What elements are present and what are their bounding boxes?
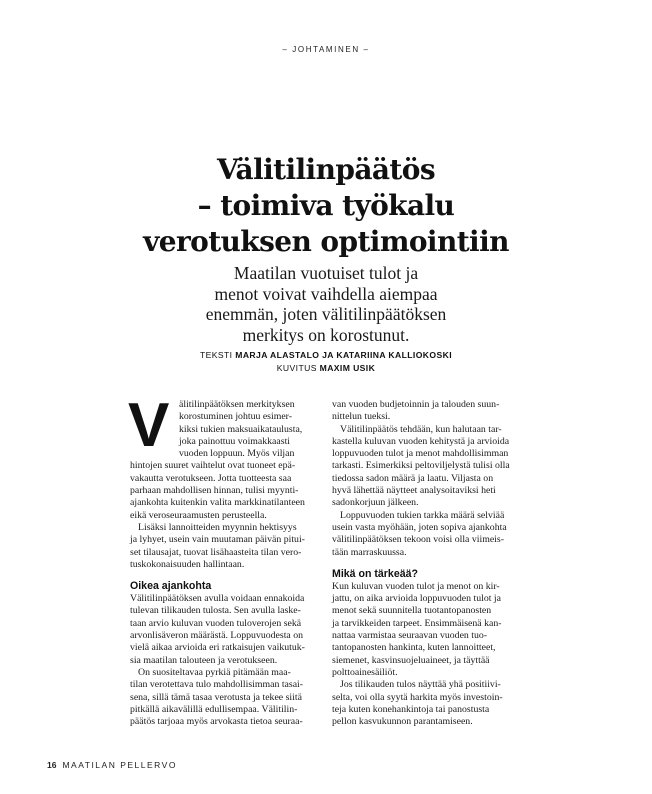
text-line: hyvä lähettää näytteet analysoitaviksi heti: [332, 485, 496, 497]
text-line: nattaa varmistaa seuraavan vuoden tuo-: [332, 630, 488, 642]
paragraph: [130, 522, 320, 571]
text-line: jattu, on aika arvioida loppuvuoden tulot ja: [332, 593, 501, 605]
text-line: loppuvuoden tulot ja menot mahdollisimman: [332, 448, 509, 460]
text-line: ja lyhyet, usein vain muutaman päivän pitui-: [130, 534, 305, 546]
article-column-right: [332, 399, 522, 728]
text-line: kiksi tukien maksuaikataulusta,: [179, 423, 303, 435]
article-column-left: [128, 391, 320, 728]
title-line: – toimiva työkalu: [197, 189, 455, 222]
text-line: parhaan mahdollisen hinnan, tulisi myynti-: [130, 485, 299, 497]
text-line: nittelun tueksi.: [332, 411, 391, 423]
text-line: Jos tilikauden tulos näyttää yhä positiivi-: [340, 679, 501, 691]
text-line: tulevan tilikauden tulosta. Sen avulla laske-: [130, 605, 301, 617]
text-label: TEKSTI: [199, 350, 233, 360]
publication-name: MAATILAN PELLERVO: [62, 760, 177, 770]
section-label: – JOHTAMINEN –: [282, 45, 370, 54]
text-line: tään marraskuussa.: [332, 546, 407, 558]
text-line: tarkasti. Esimerkiksi peltoviljelystä tulisi olla: [332, 460, 510, 472]
paragraph: [130, 667, 320, 728]
text-line: ajankohta kuitenkin valita markkinatilanteen: [130, 497, 305, 509]
authors: MARJA ALASTALO JA KATARIINA KALLIOKOSKI: [235, 350, 453, 360]
text-line: van vuoden budjetoinnin ja talouden suun-: [332, 399, 500, 410]
text-line: selta, voi olla syytä harkita myös investoin-: [332, 691, 503, 703]
text-line: sadonkorjuun jälkeen.: [332, 497, 419, 509]
text-line: polttoainesäiliöt.: [332, 666, 398, 678]
author-credit: [0, 349, 652, 362]
page-number: 16: [47, 760, 57, 770]
text-line: päätös tarjoaa myös arvokasta tietoa seuraa-: [130, 716, 303, 728]
lead-line: menot voivat vaihdella aiempaa: [214, 283, 438, 304]
text-line: Välitilinpäätös tehdään, kun halutaan tar-: [340, 423, 502, 435]
paragraph: [332, 424, 522, 510]
text-line: älitilinpäätöksen merkityksen: [179, 399, 295, 410]
text-line: Loppuvuoden tukien tarkka määrä selviää: [340, 509, 505, 521]
text-line: tantopanosten hankinta, kuten lannoitteet,: [332, 642, 496, 654]
paragraph: [332, 399, 522, 424]
paragraph: [332, 581, 522, 679]
title-line: verotuksen optimointiin: [143, 225, 509, 258]
text-line: välitilinpäätöksen tekoon voisi olla viimeis-: [332, 534, 504, 546]
text-line: Kun kuluvan vuoden tulot ja menot on kir-: [332, 580, 500, 592]
text-line: On suositeltavaa pyrkiä pitämään maa-: [138, 666, 291, 678]
text-line: set tilausajat, tuovat lisähaasteita tilan vero-: [130, 546, 302, 558]
byline: [0, 349, 652, 374]
drop-cap: V: [128, 391, 170, 460]
title-line: Välitilinpäätös: [216, 153, 435, 186]
text-line: vuoden loppuun. Myös viljan: [179, 448, 295, 460]
text-line: sena, sillä tämä tasaa verotusta ja tekee siitä: [130, 691, 302, 703]
intro-paragraph: [128, 391, 320, 460]
text-line: usein vasta myöhään, joten sopiva ajankohta: [332, 521, 507, 533]
text-line: eikä veroseuraamusten perusteella.: [130, 509, 267, 521]
text-line: menot sekä suunnitella tuotantopanosten: [332, 605, 492, 617]
paragraph: [130, 460, 320, 521]
illustrator-credit: [0, 362, 652, 375]
text-line: tuskokonaisuuden hallintaan.: [130, 558, 245, 570]
text-line: arvonlisäveron määrästä. Loppuvuodesta on: [130, 630, 304, 642]
text-line: taan arvio kuluvan vuoden tuloverojen sekä: [130, 617, 302, 629]
text-line: joka painottuu voimakkaasti: [179, 435, 291, 447]
lead-paragraph: [160, 263, 492, 345]
text-line: siemenet, kasvinsuojeluaineet, ja täyttää: [332, 654, 490, 666]
paragraph: [130, 593, 320, 667]
text-line: vielä aikaa arvioida eri ratkaisujen vaikutuk-: [130, 642, 305, 654]
text-line: tiedossa sadon määrä ja laatu. Viljasta on: [332, 472, 494, 484]
text-line: teja kuten konehankintoja tai panostusta: [332, 703, 490, 715]
paragraph: [332, 510, 522, 559]
page-footer: [47, 760, 177, 770]
illustration-label: KUVITUS: [276, 362, 317, 373]
text-line: vakautta verotukseen. Jotta tuotteesta saa: [130, 472, 292, 484]
text-line: sia maatilan talouteen ja verotukseen.: [130, 654, 278, 666]
text-line: tilan verotettava tulo mahdollisimman tasai-: [130, 679, 304, 691]
paragraph: [332, 679, 522, 728]
text-line: Lisäksi lannoitteiden myynnin hektisyys: [138, 521, 297, 533]
text-line: pellon kasvukunnon parantamiseen.: [332, 716, 473, 728]
lead-line: enemmän, joten välitilinpäätöksen: [205, 304, 447, 324]
lead-line: Maatilan vuotuiset tulot ja: [233, 263, 419, 283]
text-line: hintojen suuret vaihtelut ovat tuoneet epä-: [130, 460, 296, 472]
subheading: Oikea ajankohta: [130, 580, 212, 593]
text-line: kastella kuluvan vuoden kehitystä ja arvioida: [332, 435, 510, 447]
text-line: ja tarvikkeiden tarpeet. Ensimmäisenä kan-: [332, 617, 502, 629]
subheading: Mikä on tärkeää?: [332, 567, 418, 580]
illustrator: MAXIM USIK: [319, 362, 376, 373]
article-title: [100, 152, 552, 260]
text-line: pitkällä aikavälillä edullisempaa. Välitilin-: [130, 703, 298, 715]
lead-line: merkitys on korostunut.: [242, 324, 410, 345]
text-line: Välitilinpäätöksen avulla voidaan ennakoida: [130, 593, 305, 605]
text-line: korostuminen johtuu esimer-: [179, 411, 292, 423]
